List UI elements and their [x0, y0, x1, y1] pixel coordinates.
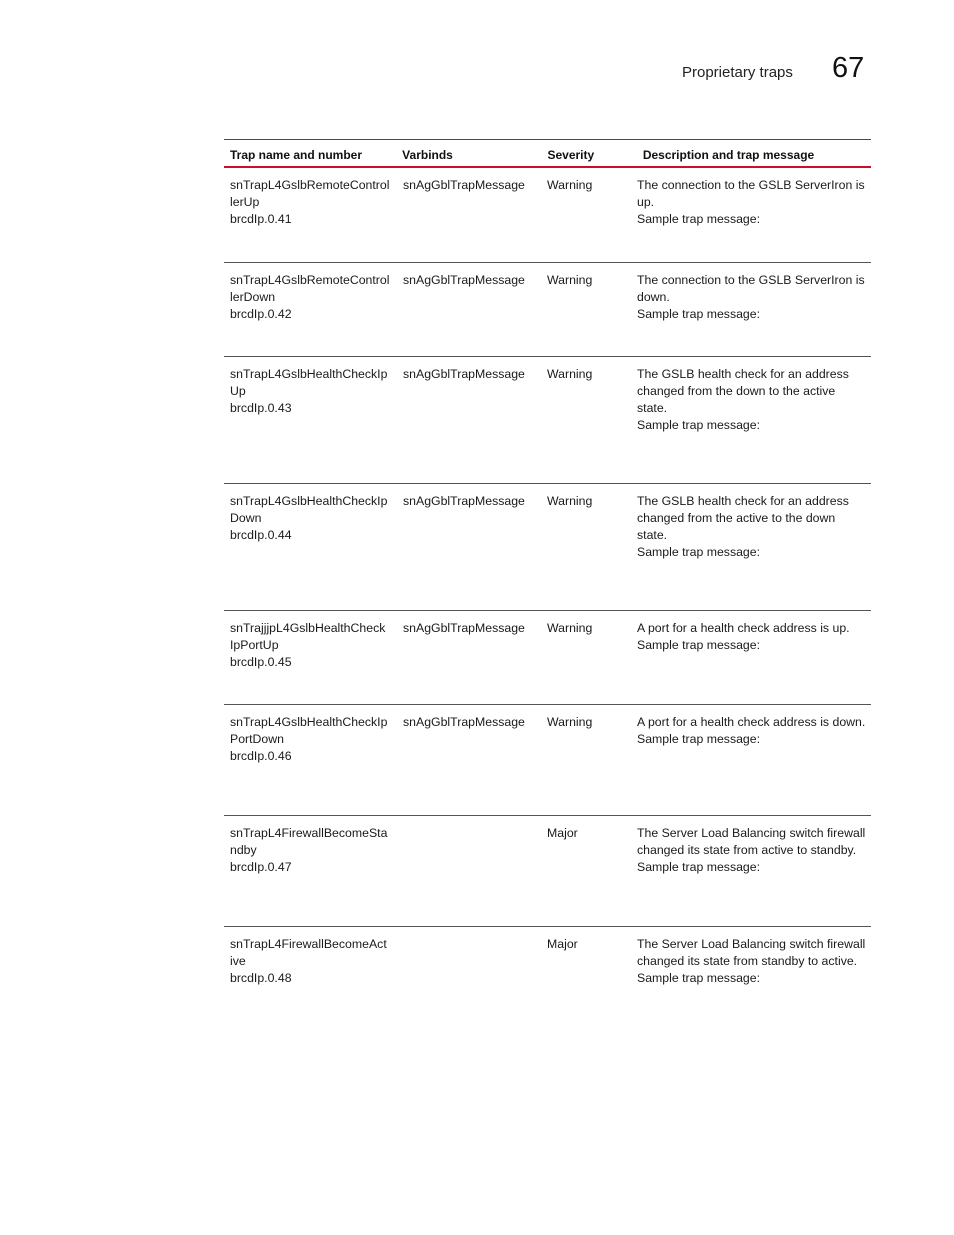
sample-trap-label: Sample trap message:	[637, 212, 761, 226]
description-text: A port for a health check address is up.	[637, 621, 850, 635]
chapter-number: 67	[832, 52, 865, 84]
table-row	[224, 263, 871, 357]
trap-number: brcdIp.0.44	[230, 528, 292, 542]
varbinds-cell: snAgGblTrapMessage	[403, 494, 525, 508]
table-row	[224, 611, 871, 705]
trap-number: brcdIp.0.48	[230, 971, 292, 985]
trap-name-line: ndby	[230, 843, 257, 857]
trap-name-line: snTrapL4FirewallBecomeAct	[230, 937, 387, 951]
trap-name-cell	[224, 484, 397, 610]
severity-cell: Warning	[547, 367, 593, 381]
sample-trap-label: Sample trap message:	[637, 971, 761, 985]
sample-trap-label: Sample trap message:	[637, 307, 761, 321]
severity-cell: Major	[547, 937, 578, 951]
description-cell	[631, 927, 871, 1017]
trap-name-cell	[224, 357, 397, 483]
description-cell	[631, 816, 871, 926]
varbinds-cell: snAgGblTrapMessage	[403, 715, 525, 729]
description-cell	[631, 168, 871, 262]
trap-name-cell	[224, 705, 397, 815]
trap-name-line: PortDown	[230, 732, 284, 746]
severity-cell: Warning	[547, 178, 593, 192]
trap-number: brcdIp.0.45	[230, 655, 292, 669]
trap-name-line: Up	[230, 384, 246, 398]
description-cell	[631, 263, 871, 356]
column-header-severity: Severity	[547, 147, 595, 162]
trap-name-cell	[224, 263, 397, 356]
column-header-description: Description and trap message	[642, 147, 815, 162]
severity-cell: Major	[547, 826, 578, 840]
section-title: Proprietary traps	[682, 64, 793, 81]
trap-name-line: Down	[230, 511, 262, 525]
trap-name-cell	[224, 611, 397, 704]
sample-trap-label: Sample trap message:	[637, 545, 761, 559]
trap-name-cell	[224, 168, 397, 262]
severity-cell: Warning	[547, 273, 593, 287]
trap-number: brcdIp.0.43	[230, 401, 292, 415]
table-row	[224, 927, 871, 1017]
trap-name-cell	[224, 927, 397, 1017]
severity-cell: Warning	[547, 715, 593, 729]
sample-trap-label: Sample trap message:	[637, 860, 761, 874]
table-row	[224, 168, 871, 263]
trap-name-line: IpPortUp	[230, 638, 279, 652]
trap-name-line: ive	[230, 954, 246, 968]
trap-name-line: snTrapL4GslbHealthCheckIp	[230, 494, 388, 508]
description-cell	[631, 611, 871, 704]
trap-number: brcdIp.0.47	[230, 860, 292, 874]
sample-trap-label: Sample trap message:	[637, 732, 761, 746]
sample-trap-label: Sample trap message:	[637, 638, 761, 652]
table-row	[224, 705, 871, 816]
varbinds-cell: snAgGblTrapMessage	[403, 178, 525, 192]
column-header-varbinds: Varbinds	[402, 147, 453, 162]
severity-cell: Warning	[547, 494, 593, 508]
table-row	[224, 357, 871, 484]
description-text: The Server Load Balancing switch firewall changed its state from active to standby.	[637, 826, 866, 857]
description-text: The GSLB health check for an address changed from the down to the active state.	[637, 367, 849, 415]
varbinds-cell	[397, 927, 541, 1017]
table-row	[224, 816, 871, 927]
severity-cell: Warning	[547, 621, 593, 635]
description-text: A port for a health check address is down.	[637, 715, 866, 729]
trap-name-line: snTrapL4FirewallBecomeSta	[230, 826, 388, 840]
trap-name-line: lerDown	[230, 290, 276, 304]
description-cell	[631, 705, 871, 815]
description-cell	[631, 357, 871, 483]
description-text: The Server Load Balancing switch firewall changed its state from standby to active.	[637, 937, 866, 968]
trap-name-line: lerUp	[230, 195, 260, 209]
trap-name-line: snTrapL4GslbHealthCheckIp	[230, 715, 388, 729]
varbinds-cell: snAgGblTrapMessage	[403, 367, 525, 381]
description-text: The connection to the GSLB ServerIron is up.	[637, 178, 865, 209]
trap-name-line: snTrapL4GslbRemoteControl	[230, 178, 390, 192]
description-text: The GSLB health check for an address changed from the active to the down state.	[637, 494, 849, 542]
trap-table	[224, 139, 871, 1017]
trap-name-line: snTrapL4GslbRemoteControl	[230, 273, 390, 287]
column-header-trap-name: Trap name and number	[230, 147, 363, 162]
trap-number: brcdIp.0.41	[230, 212, 292, 226]
trap-name-line: snTrajjjpL4GslbHealthCheck	[230, 621, 386, 635]
description-text: The connection to the GSLB ServerIron is down.	[637, 273, 865, 304]
table-header-row	[224, 139, 871, 168]
sample-trap-label: Sample trap message:	[637, 418, 761, 432]
varbinds-cell: snAgGblTrapMessage	[403, 621, 525, 635]
varbinds-cell: snAgGblTrapMessage	[403, 273, 525, 287]
varbinds-cell	[397, 816, 541, 926]
trap-name-line: snTrapL4GslbHealthCheckIp	[230, 367, 388, 381]
table-row	[224, 484, 871, 611]
description-cell	[631, 484, 871, 610]
trap-number: brcdIp.0.42	[230, 307, 292, 321]
trap-name-cell	[224, 816, 397, 926]
trap-number: brcdIp.0.46	[230, 749, 292, 763]
